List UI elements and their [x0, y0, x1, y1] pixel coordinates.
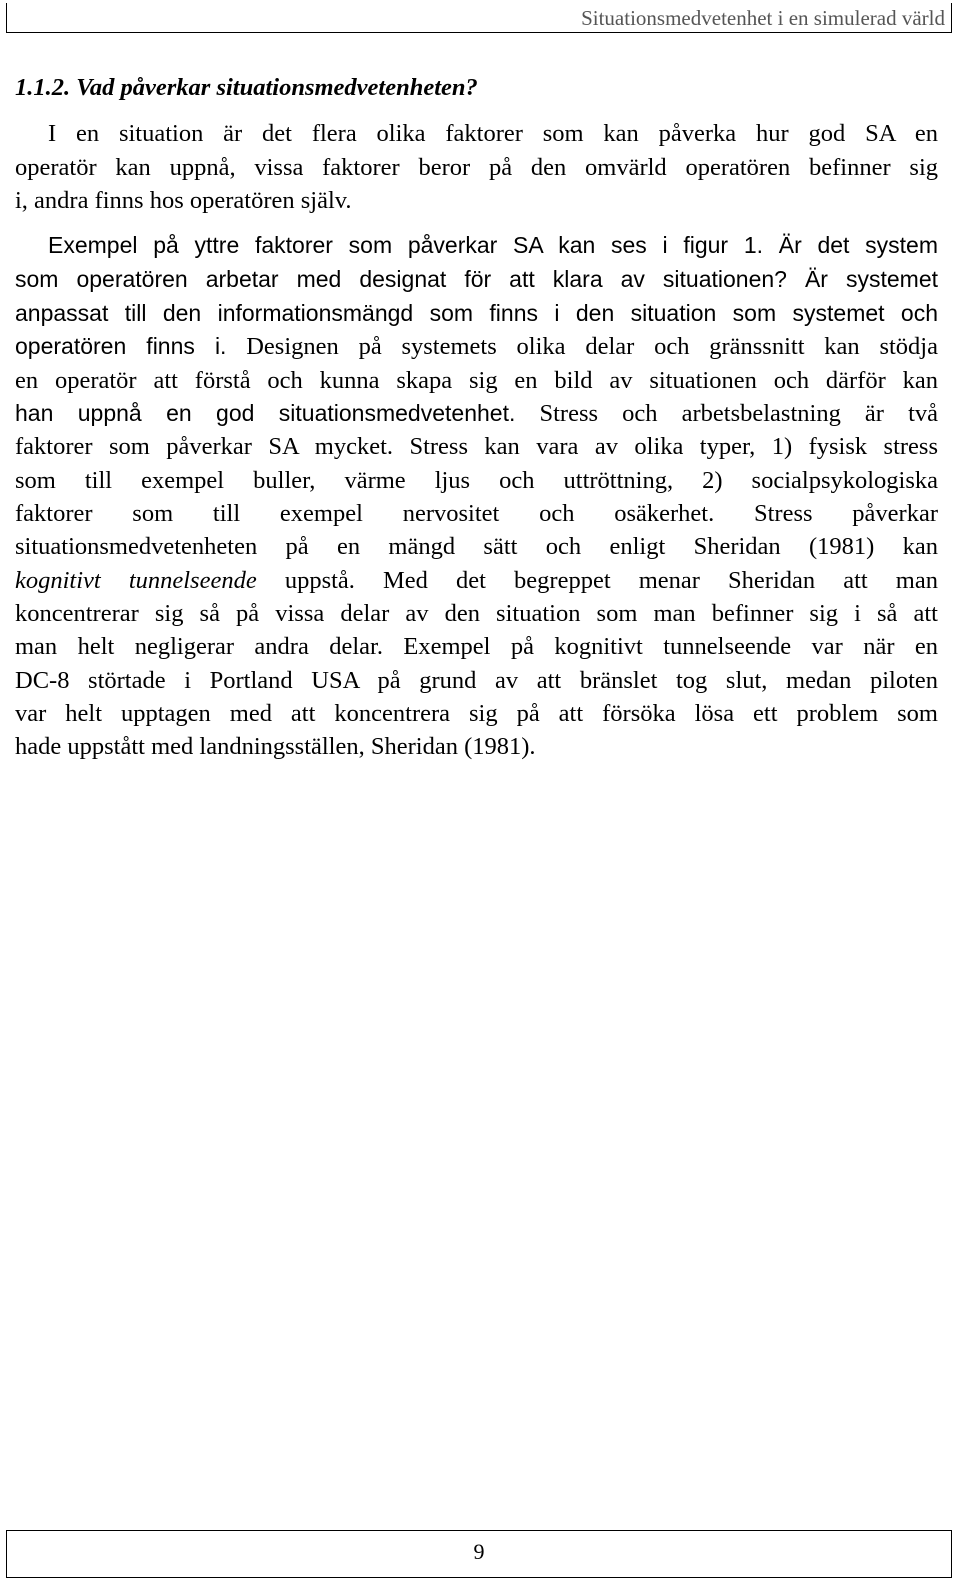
paragraph-2-line-7: faktorer som påverkar SA mycket. Stress kan vara av olika typer, 1) fysisk stress [15, 433, 938, 460]
paragraph-2-line-11-rest: uppstå. Med det begreppet menar Sheridan att man [256, 567, 938, 594]
page-footer [6, 1530, 952, 1578]
paragraph-2-line-8: som till exempel buller, värme ljus och uttröttning, 2) socialpsykologiska [15, 467, 938, 494]
paragraph-1-line-3: i, andra finns hos operatören själv. [15, 187, 352, 214]
running-title: Situationsmedvetenhet i en simulerad värld [581, 6, 945, 30]
paragraph-2-line-14: DC-8 störtade i Portland USA på grund av att bränslet tog slut, medan piloten [15, 667, 938, 694]
paragraph-2-line-4-sans: operatören finns i. [15, 333, 227, 359]
page-header [6, 3, 952, 33]
paragraph-2-line-4 [15, 330, 938, 363]
paragraph-1-line-2: operatör kan uppnå, vissa faktorer beror på den omvärld operatören befinner sig [15, 154, 938, 181]
term-kognitivt-tunnelseende: kognitivt tunnelseende [15, 567, 257, 594]
paragraph-2-line-1: Exempel på yttre faktorer som påverkar SA kan ses i figur 1. Är det system [48, 232, 938, 258]
paragraph-2-line-3: anpassat till den informationsmängd som finns i den situation som systemet och [15, 300, 938, 326]
paragraph-2-line-12: koncentrerar sig så på vissa delar av den situation som man befinner sig i så att [15, 600, 938, 627]
paragraph-2-line-4-serif: Designen på systemets olika delar och gränssnitt kan stödja [226, 333, 938, 360]
paragraph-2-line-11 [15, 564, 938, 597]
paragraph-2-line-16: hade uppstått med landningsställen, Sheridan (1981). [15, 733, 536, 760]
paragraph-2-line-13: man helt negligerar andra delar. Exempel på kognitivt tunnelseende var när en [15, 633, 938, 660]
page-number: 9 [473, 1539, 485, 1564]
paragraph-2-line-9: faktorer som till exempel nervositet och osäkerhet. Stress påverkar [15, 500, 938, 527]
paragraph-2-line-5: en operatör att förstå och kunna skapa sig en bild av situationen och därför kan [15, 367, 938, 394]
paragraph-2-line-6-serif: Stress och arbetsbelastning är två [515, 400, 939, 427]
section-heading: 1.1.2. Vad påverkar situationsmedvetenheten? [15, 74, 478, 101]
paragraph-1-line-1: I en situation är det flera olika faktorer som kan påverka hur god SA en [48, 120, 938, 147]
paragraph-2-line-15: var helt upptagen med att koncentrera sig på att försöka lösa ett problem som [15, 700, 938, 727]
paragraph-2-line-2: som operatören arbetar med designat för att klara av situationen? Är systemet [15, 266, 938, 292]
paragraph-2-line-10: situationsmedvetenheten på en mängd sätt och enligt Sheridan (1981) kan [15, 533, 938, 560]
paragraph-2-line-6 [15, 397, 938, 430]
paragraph-2-line-6-sans: han uppnå en god situationsmedvetenhet. [15, 400, 516, 426]
